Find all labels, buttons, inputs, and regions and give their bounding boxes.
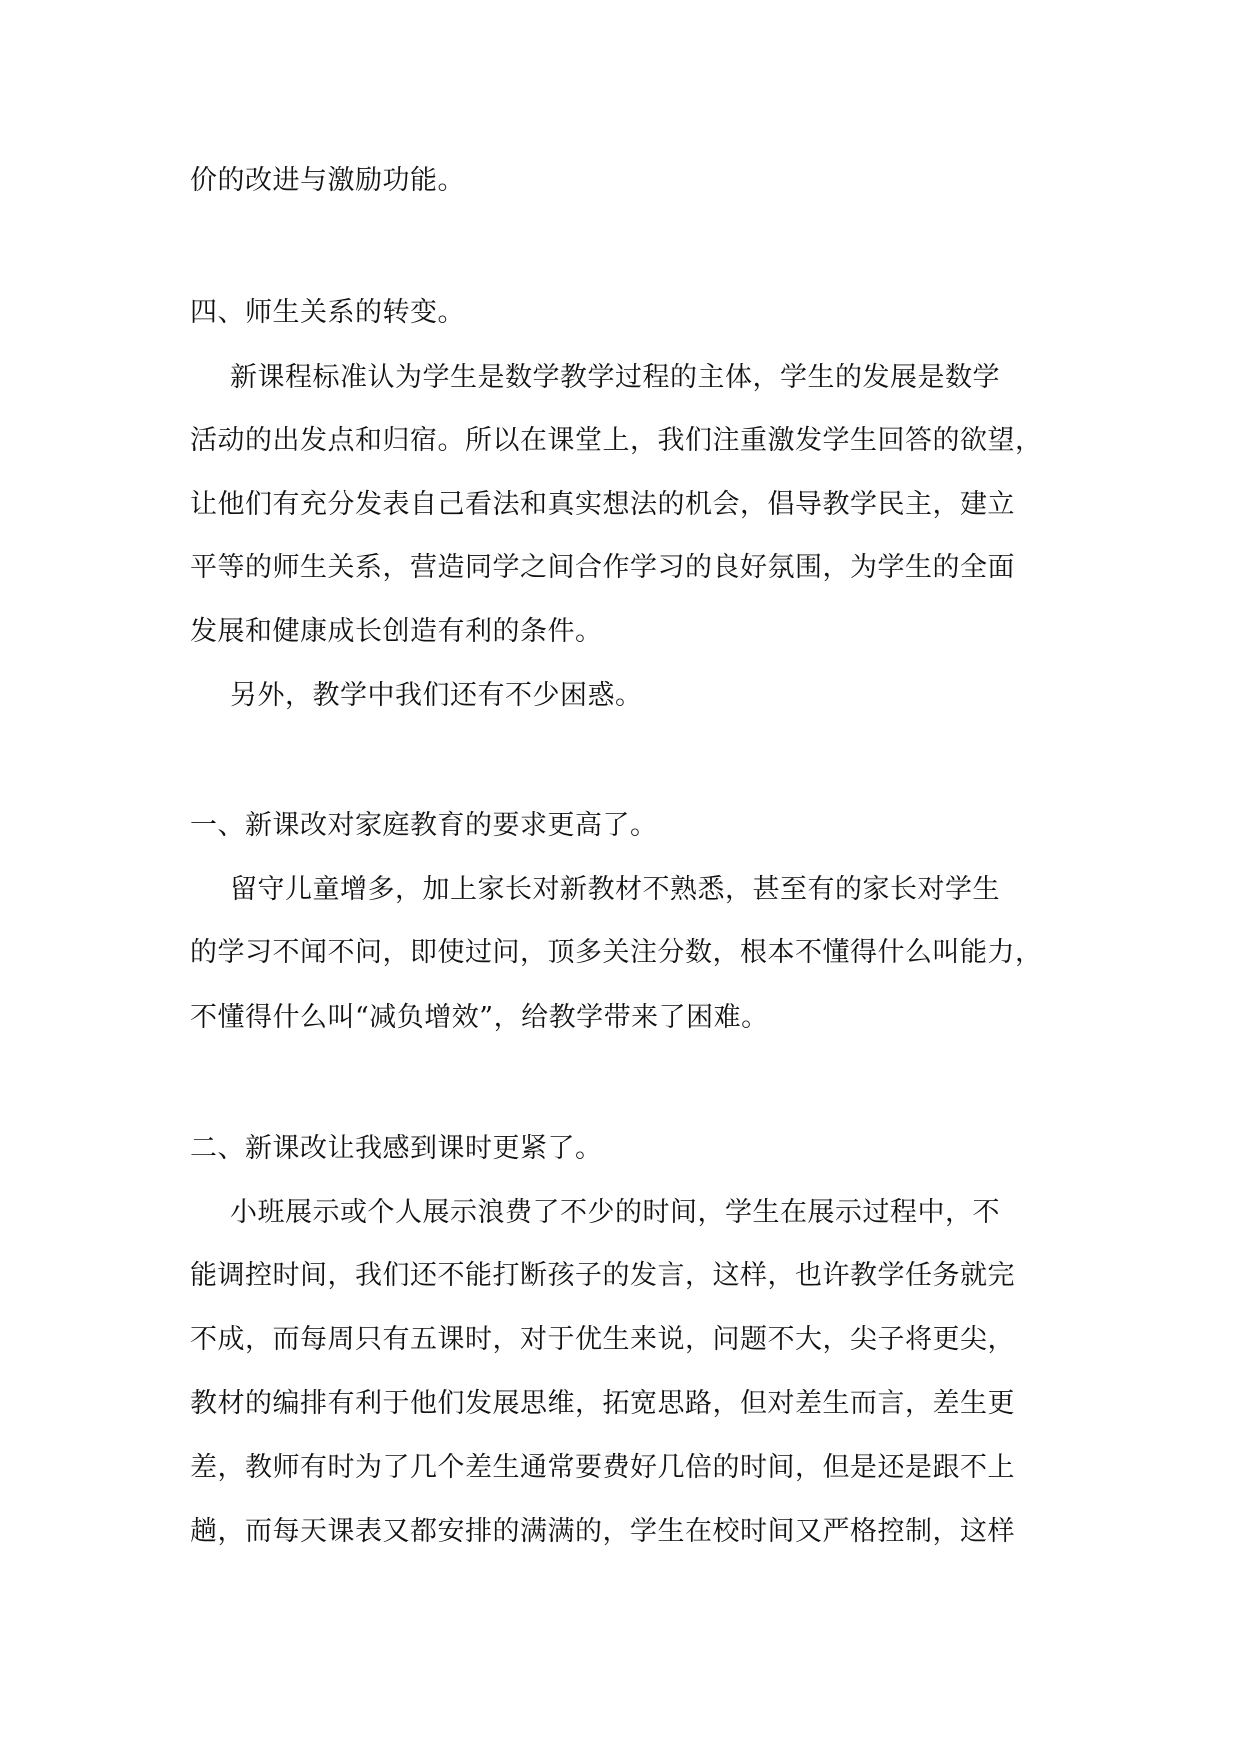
paragraph-line: 的学习不闻不问，即使过问，顶多关注分数，根本不懂得什么叫能力， bbox=[190, 937, 1043, 968]
section-heading: 二、新课改让我感到课时更紧了。 bbox=[190, 1133, 603, 1164]
paragraph-line: 活动的出发点和归宿。所以在课堂上，我们注重激发学生回答的欲望， bbox=[190, 425, 1043, 456]
paragraph-line: 趟，而每天课表又都安排的满满的，学生在校时间又严格控制，这样 bbox=[190, 1516, 1015, 1547]
paragraph-line: 让他们有充分发表自己看法和真实想法的机会，倡导教学民主，建立 bbox=[190, 489, 1015, 520]
section-heading: 一、新课改对家庭教育的要求更高了。 bbox=[190, 810, 658, 841]
paragraph-line: 差，教师有时为了几个差生通常要费好几倍的时间，但是还是跟不上 bbox=[190, 1452, 1015, 1483]
paragraph-line: 发展和健康成长创造有利的条件。 bbox=[190, 616, 603, 647]
paragraph-line: 不成，而每周只有五课时，对于优生来说，问题不大，尖子将更尖， bbox=[190, 1324, 1015, 1355]
paragraph-line: 新课程标准认为学生是数学教学过程的主体，学生的发展是数学 bbox=[230, 362, 1000, 393]
paragraph-line: 能调控时间，我们还不能打断孩子的发言，这样，也许教学任务就完 bbox=[190, 1260, 1015, 1291]
paragraph-line: 价的改进与激励功能。 bbox=[190, 165, 465, 196]
paragraph-line: 小班展示或个人展示浪费了不少的时间，学生在展示过程中，不 bbox=[230, 1197, 1000, 1228]
paragraph-line: 留守儿童增多，加上家长对新教材不熟悉，甚至有的家长对学生 bbox=[230, 874, 1000, 905]
paragraph-line: 教材的编排有利于他们发展思维，拓宽思路，但对差生而言，差生更 bbox=[190, 1388, 1015, 1419]
paragraph-line: 不懂得什么叫“减负增效”，给教学带来了困难。 bbox=[190, 1002, 769, 1033]
section-heading: 四、师生关系的转变。 bbox=[190, 297, 465, 328]
paragraph-line: 另外，教学中我们还有不少困惑。 bbox=[230, 680, 643, 711]
paragraph-line: 平等的师生关系，营造同学之间合作学习的良好氛围，为学生的全面 bbox=[190, 552, 1015, 583]
